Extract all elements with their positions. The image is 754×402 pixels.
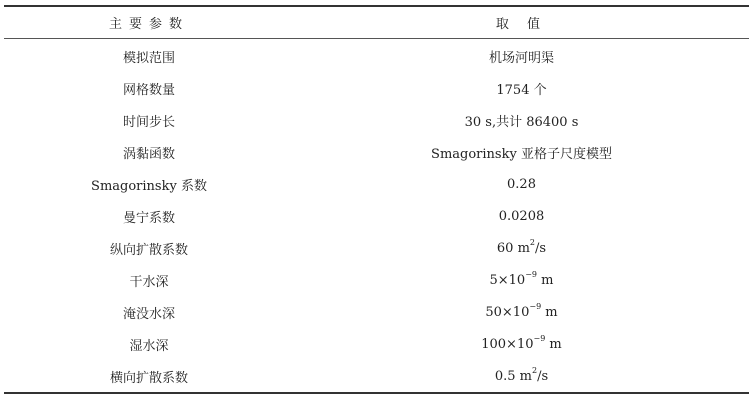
value-unit: m (541, 304, 558, 320)
table-row (4, 104, 749, 136)
table-row (4, 40, 749, 72)
value-cell: 30 s,共计 86400 s (464, 114, 579, 130)
value-cell: 机场河明渠 (488, 50, 554, 66)
value-cell: 0.0208 (498, 208, 545, 224)
value-exponent: −9 (525, 270, 538, 280)
param-cell: 干水深 (129, 274, 169, 290)
param-cell: 湿水深 (129, 338, 169, 354)
value-unit: m (545, 336, 562, 352)
value-base: 50×10 (485, 304, 530, 320)
param-cell: 曼宁系数 (122, 210, 175, 226)
value-cell (294, 366, 749, 384)
value-base: 60 m (496, 240, 530, 256)
value-exponent: 2 (529, 238, 536, 248)
table-row (4, 168, 749, 200)
table-row (4, 136, 749, 168)
param-cell: 网格数量 (122, 82, 175, 98)
table-row (4, 232, 749, 264)
value-base: 100×10 (481, 336, 534, 352)
table-row (4, 264, 749, 296)
value-unit: m (537, 272, 554, 288)
param-cell: Smagorinsky 系数 (91, 178, 207, 194)
value-exponent: 2 (531, 366, 538, 376)
table-row (4, 72, 749, 104)
param-cell: 涡黏函数 (122, 146, 175, 162)
table-row (4, 200, 749, 232)
value-cell (294, 302, 749, 320)
value-exponent: −9 (529, 302, 542, 312)
value-base: 0.5 m (494, 368, 532, 384)
param-cell: 横向扩散系数 (109, 370, 188, 386)
value-unit: /s (537, 368, 549, 384)
param-cell: 时间步长 (122, 114, 175, 130)
value-cell: Smagorinsky 亚格子尺度模型 (431, 146, 612, 162)
table-bottom-rule (4, 392, 749, 394)
param-cell: 模拟范围 (122, 50, 175, 66)
value-cell: 1754 个 (496, 82, 547, 98)
value-exponent: −9 (533, 334, 546, 344)
table-header-row (4, 6, 749, 38)
value-cell (294, 238, 749, 256)
header-parameter: 主要参数 (108, 16, 189, 32)
value-unit: /s (535, 240, 547, 256)
table-row (4, 296, 749, 328)
header-value: 取 值 (495, 16, 548, 32)
table-row (4, 360, 749, 392)
value-cell: 0.28 (507, 176, 536, 192)
param-cell: 纵向扩散系数 (109, 242, 188, 258)
table-header-rule (4, 38, 749, 39)
table-row (4, 328, 749, 360)
value-cell (294, 334, 749, 352)
value-cell (294, 270, 749, 288)
value-base: 5×10 (489, 272, 526, 288)
param-cell: 淹没水深 (122, 306, 175, 322)
